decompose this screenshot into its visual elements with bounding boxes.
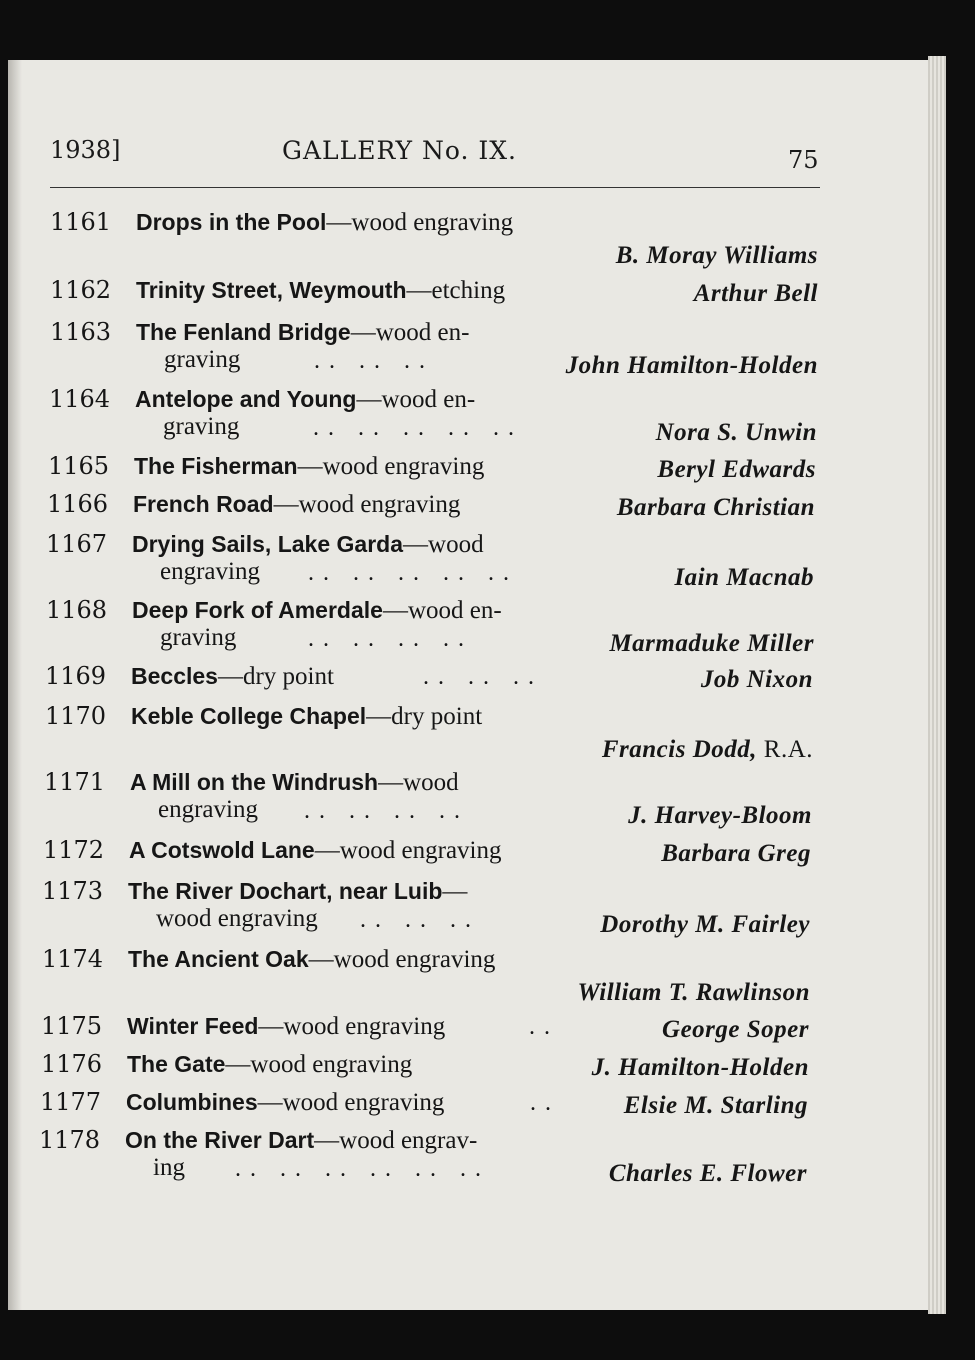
entry-medium: —wood engrav-: [314, 1127, 478, 1154]
entry-medium: —wood: [403, 531, 484, 558]
entry-title: Keble College Chapel: [131, 703, 367, 729]
artist-name: Beryl Edwards: [657, 456, 816, 483]
entry-first-line: [135, 385, 475, 414]
artist-name: J. Hamilton-Holden: [591, 1054, 809, 1081]
artist-name: Arthur Bell: [693, 280, 818, 307]
artist-name: B. Moray Williams: [615, 242, 818, 269]
entry-number: 1167: [46, 530, 108, 558]
entry-medium: —wood en-: [382, 597, 502, 624]
entry-first-line: [132, 530, 484, 559]
artist-name: Marmaduke Miller: [609, 630, 814, 657]
entry-artist: [628, 802, 812, 830]
entry-number: 1164: [49, 385, 111, 413]
artist-name: Francis Dodd,: [601, 736, 758, 763]
entry-artist: [577, 979, 810, 1007]
artist-name: John Hamilton-Holden: [565, 352, 818, 379]
entry-medium: —wood engraving: [258, 1013, 446, 1040]
leader-dots: .. .. .. .. ..: [313, 415, 523, 441]
leader-dots: ..: [530, 1090, 560, 1116]
entry-artist: [657, 456, 816, 484]
entry-number: 1169: [45, 662, 107, 690]
entry-title: Drying Sails, Lake Garda: [132, 531, 404, 557]
entry-continuation: engraving: [158, 796, 258, 823]
entry-title: The Ancient Oak: [128, 946, 309, 972]
page-gutter-shadow: [8, 60, 22, 1310]
entry-artist: [617, 494, 815, 522]
leader-dots: .. .. .. ..: [308, 626, 473, 652]
entry-title: Antelope and Young: [135, 386, 357, 412]
entry-artist: [662, 1016, 809, 1044]
header-rule: [50, 187, 820, 188]
entry-medium: —wood engraving: [225, 1051, 413, 1078]
entry-first-line: [127, 1050, 412, 1079]
leader-dots: .. .. .. ..: [304, 798, 469, 824]
entry-title: Deep Fork of Amerdale: [132, 597, 383, 623]
leader-dots: .. .. ..: [314, 348, 434, 374]
leader-dots: .. .. ..: [423, 664, 543, 690]
entry-number: 1166: [47, 490, 109, 518]
entry-first-line: [133, 490, 460, 519]
entry-first-line: [131, 662, 334, 691]
entry-medium: —wood en-: [350, 319, 470, 346]
entry-title: The Fisherman: [134, 453, 298, 479]
entry-number: 1161: [50, 208, 112, 236]
entry-number: 1163: [50, 318, 112, 346]
entry-continuation: graving: [163, 413, 240, 440]
entry-number: 1162: [50, 276, 112, 304]
entry-first-line: [125, 1126, 477, 1155]
entry-title: A Cotswold Lane: [129, 837, 315, 863]
entry-first-line: [131, 702, 482, 731]
entry-title: Winter Feed: [127, 1013, 259, 1039]
entry-title: Columbines: [126, 1089, 258, 1115]
entry-medium: —: [442, 878, 468, 905]
entry-number: 1176: [41, 1050, 103, 1078]
artist-honour: R.A.: [763, 736, 813, 763]
entry-first-line: [127, 1012, 445, 1041]
page-stack-edge: [928, 56, 946, 1314]
entry-number: 1172: [43, 836, 105, 864]
entry-continuation: engraving: [160, 558, 260, 585]
entry-continuation: ing: [153, 1154, 185, 1181]
artist-name: William T. Rawlinson: [577, 979, 810, 1006]
entry-medium: —dry point: [217, 663, 334, 690]
entry-artist: [701, 666, 813, 694]
running-head-title: GALLERY No. IX.: [282, 136, 517, 165]
entry-medium: —etching: [406, 277, 506, 304]
page-number: 75: [788, 146, 819, 174]
entry-number: 1170: [45, 702, 107, 730]
entry-artist: [609, 1160, 807, 1188]
entry-continuation: graving: [160, 624, 237, 651]
entry-first-line: [126, 1088, 444, 1117]
entry-medium: —dry point: [366, 703, 483, 730]
entry-title: French Road: [133, 491, 274, 517]
entry-medium: —wood engraving: [326, 209, 514, 236]
artist-name: Iain Macnab: [674, 564, 814, 591]
artist-name: Charles E. Flower: [608, 1160, 807, 1187]
entry-medium: —wood engraving: [257, 1089, 445, 1116]
entry-title: On the River Dart: [125, 1127, 315, 1153]
entry-artist: [661, 840, 811, 868]
artist-name: Elsie M. Starling: [623, 1092, 808, 1119]
entry-number: 1173: [42, 877, 104, 905]
entry-first-line: [136, 318, 469, 347]
entry-artist: [624, 1092, 808, 1120]
entry-medium: —wood engraving: [314, 837, 502, 864]
entry-title: Drops in the Pool: [136, 209, 327, 235]
entry-first-line: [128, 945, 495, 974]
entry-number: 1178: [39, 1126, 101, 1154]
entry-title: The Fenland Bridge: [136, 319, 351, 345]
artist-name: Nora S. Unwin: [655, 419, 817, 446]
entry-medium: —wood engraving: [308, 946, 496, 973]
entry-first-line: [128, 877, 467, 906]
entry-artist: [592, 1054, 809, 1082]
artist-name: George Soper: [662, 1016, 809, 1043]
artist-name: Barbara Greg: [661, 840, 811, 867]
entry-number: 1165: [48, 452, 110, 480]
entry-title: The River Dochart, near Luib: [128, 878, 443, 904]
artist-name: J. Harvey-Bloom: [628, 802, 812, 829]
entry-title: Trinity Street, Weymouth: [136, 277, 407, 303]
entry-artist: [600, 911, 810, 939]
entry-artist: [566, 352, 818, 380]
entry-artist: [656, 419, 817, 447]
entry-medium: —wood: [378, 769, 459, 796]
entry-number: 1171: [44, 768, 106, 796]
entry-artist: [674, 564, 814, 592]
leader-dots: ..: [529, 1014, 559, 1040]
entry-artist: [602, 736, 813, 764]
entry-first-line: [136, 276, 505, 305]
entry-medium: —wood engraving: [273, 491, 461, 518]
entry-artist: [609, 630, 814, 658]
entry-number: 1174: [42, 945, 104, 973]
entry-title: A Mill on the Windrush: [130, 769, 379, 795]
entry-title: The Gate: [127, 1051, 226, 1077]
entry-first-line: [134, 452, 484, 481]
entry-first-line: [136, 208, 513, 237]
entry-first-line: [129, 836, 502, 865]
entry-continuation: wood engraving: [156, 905, 318, 932]
entry-medium: —wood engraving: [297, 453, 485, 480]
leader-dots: .. .. ..: [360, 907, 480, 933]
entry-continuation: graving: [164, 346, 241, 373]
leader-dots: .. .. .. .. .. ..: [235, 1156, 490, 1182]
entry-number: 1175: [41, 1012, 103, 1040]
entry-first-line: [130, 768, 459, 797]
artist-name: Job Nixon: [700, 666, 813, 693]
entry-artist: [694, 280, 818, 308]
artist-name: Dorothy M. Fairley: [600, 911, 810, 938]
leader-dots: .. .. .. .. ..: [308, 560, 518, 586]
running-head-year: 1938]: [50, 136, 121, 164]
entry-number: 1177: [40, 1088, 102, 1116]
entry-number: 1168: [46, 596, 108, 624]
entry-first-line: [132, 596, 502, 625]
entry-title: Beccles: [131, 663, 218, 689]
artist-name: Barbara Christian: [616, 494, 815, 521]
entry-artist: [616, 242, 818, 270]
entry-medium: —wood en-: [356, 386, 476, 413]
